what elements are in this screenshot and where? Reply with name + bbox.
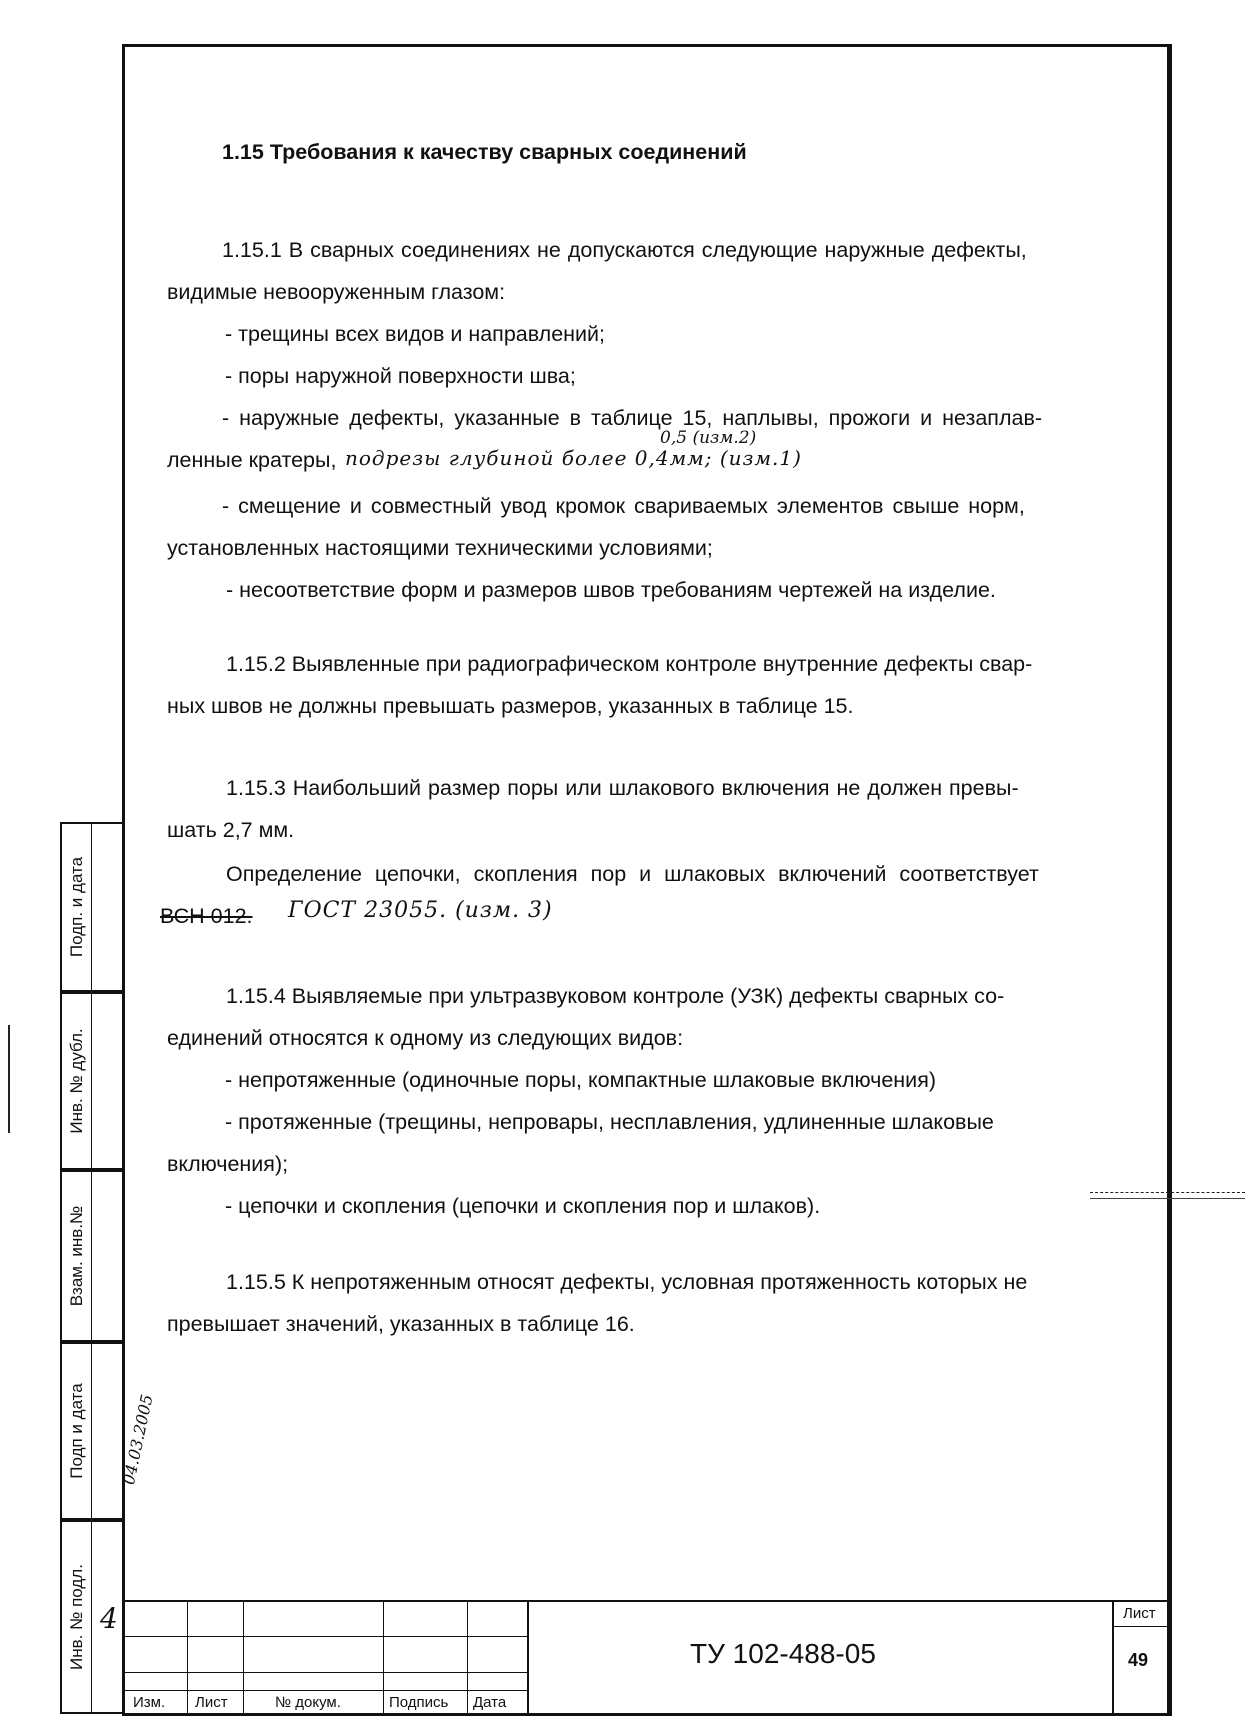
col-izm: Изм.	[133, 1694, 166, 1711]
para-1-line-1: 1.15.1 В сварных соединениях не допускаются следующие наружные дефекты,	[222, 238, 1027, 262]
handwritten-amendment: подрезы глубиной более 0,4мм; (изм.1)	[345, 446, 802, 470]
para-2-line-1: 1.15.2 Выявленные при радиографическом контроле внутренние дефекты свар-	[226, 652, 1033, 676]
list-item: - протяженные (трещины, непровары, несплавления, удлиненные шлаковые	[225, 1110, 994, 1134]
struck-reference: ВСН 012.	[160, 904, 253, 928]
sheet-cell	[1112, 1600, 1171, 1714]
para-2-line-2: ных швов не должны превышать размеров, указанных в таблице 15.	[167, 694, 854, 718]
list-item-continued: установленных настоящими техническими условиями;	[167, 536, 713, 560]
stamp-label: Инв. № подл.	[66, 1564, 86, 1670]
document-designation: ТУ 102-488-05	[690, 1638, 876, 1669]
scan-artifact-mark	[8, 1025, 10, 1133]
revision-grid	[125, 1600, 527, 1714]
scan-artifact-line	[1090, 1192, 1245, 1193]
section-heading: 1.15 Требования к качеству сварных соединений	[222, 140, 747, 164]
list-item: - несоответствие форм и размеров швов требованиям чертежей на изделие.	[226, 578, 996, 602]
para-3-line-1: 1.15.3 Наибольший размер поры или шлакового включения не должен превы-	[226, 776, 1019, 800]
para-5-line-2: превышает значений, указанных в таблице 16.	[167, 1312, 635, 1336]
col-data: Дата	[473, 1694, 507, 1711]
list-item: - цепочки и скопления (цепочки и скопления пор и шлаков).	[225, 1194, 821, 1218]
col-list: Лист	[195, 1694, 228, 1711]
stamp-podp-data-2	[60, 1342, 157, 1520]
para-3-line-2: шать 2,7 мм.	[167, 818, 295, 842]
list-item-continued: включения);	[167, 1152, 289, 1176]
stamp-label: Подп. и дата	[66, 856, 86, 958]
stamp-inv-dubl	[60, 992, 122, 1170]
stamp-label: Инв. № дубл.	[66, 1028, 86, 1134]
scan-artifact-line	[1090, 1198, 1245, 1199]
list-item: - смещение и совместный увод кромок свариваемых элементов свыше норм,	[222, 494, 1025, 518]
list-item: - поры наружной поверхности шва;	[225, 364, 576, 388]
list-item: - непротяженные (одиночные поры, компактные шлаковые включения)	[225, 1068, 936, 1092]
list-item: - трещины всех видов и направлений;	[225, 322, 606, 346]
stamp-label: Подп и дата	[66, 1383, 86, 1479]
list-item-continued: ленные кратеры,	[167, 448, 337, 472]
handwritten-inv-number: 4	[100, 1602, 118, 1635]
stamp-label: Взам. инв.№	[66, 1205, 86, 1307]
stamp-vzam-inv	[60, 1170, 122, 1342]
sheet-label: Лист	[1123, 1605, 1156, 1622]
handwritten-amendment-top: 0,5 (изм.2)	[660, 428, 757, 448]
para-4-line-1: 1.15.4 Выявляемые при ультразвуковом контроле (УЗК) дефекты сварных со-	[226, 984, 1005, 1008]
col-podpis: Подпись	[389, 1694, 449, 1711]
para-4-line-2: единений относятся к одному из следующих видов:	[167, 1026, 684, 1050]
handwritten-date: 04.03.2005	[118, 1392, 157, 1487]
stamp-podp-data	[60, 822, 122, 992]
para-3-line-3: Определение цепочки, скопления пор и шлаковых включений соответствует	[226, 862, 1039, 886]
para-1-line-2: видимые невооруженным глазом:	[167, 280, 506, 304]
col-dokum: № докум.	[275, 1694, 341, 1711]
sheet-number: 49	[1128, 1650, 1149, 1670]
stamp-inv-podl	[60, 1520, 122, 1714]
handwritten-amendment: ГОСТ 23055. (изм. 3)	[288, 898, 553, 923]
para-5-line-1: 1.15.5 К непротяженным относят дефекты, условная протяженность которых не	[226, 1270, 1028, 1294]
list-item: - наружные дефекты, указанные в таблице 15, наплывы, прожоги и незаплав-	[222, 406, 1043, 430]
